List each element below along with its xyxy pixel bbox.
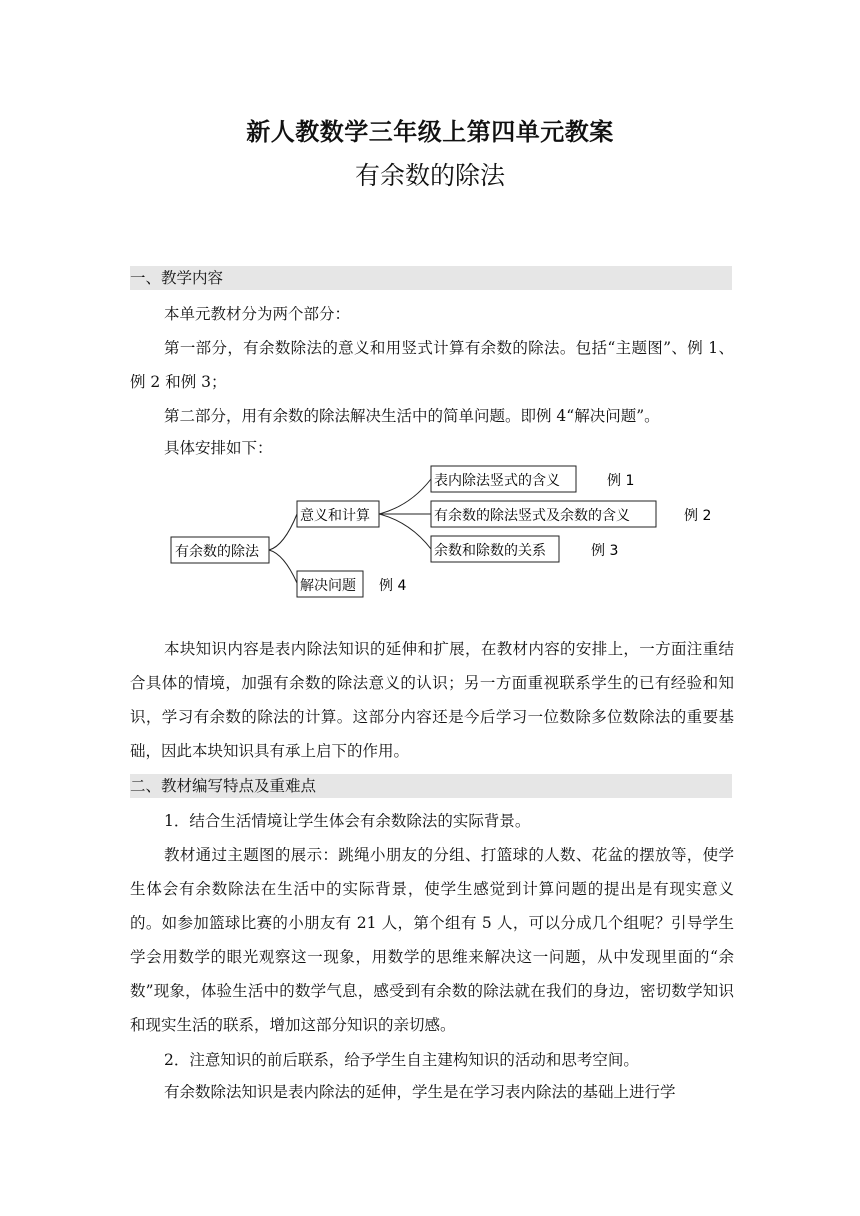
branch1-label: 意义和计算	[300, 508, 370, 524]
structure-diagram	[160, 458, 730, 606]
leaf-1-example: 例 1	[607, 473, 635, 489]
leaf-node-2	[431, 501, 656, 527]
branch2-label: 解决问题	[300, 578, 356, 594]
section1-arrangement: 具体安排如下：	[164, 439, 273, 457]
section-heading-1: 一、教学内容	[130, 266, 732, 290]
connector-root-branch1	[269, 514, 297, 550]
page-title: 新人教数学三年级上第四单元教案	[246, 117, 614, 146]
connector-leaf-1	[379, 479, 431, 514]
section1-part2: 第二部分，用有余数的除法解决生活中的简单问题。即例 4“解决问题”。	[164, 407, 660, 425]
section-heading-2: 二、教材编写特点及重难点	[130, 774, 732, 798]
leaf-3-example: 例 3	[591, 543, 619, 559]
leaf-1-label: 表内除法竖式的含义	[434, 473, 560, 489]
page-subtitle: 有余数的除法	[354, 161, 505, 190]
root-label: 有余数的除法	[175, 544, 259, 560]
section1-intro: 本单元教材分为两个部分：	[164, 305, 351, 323]
root-node	[171, 537, 269, 563]
leaf-3-label: 余数和除数的关系	[434, 543, 546, 559]
section1-paragraph: 本块知识内容是表内除法知识的延伸和扩展，在教材内容的安排上，一方面注重结合具体的情境，加强有余数的除法意义的认识；另一方面重视联系学生的已有经验和知识，学习有余数的除法的计算。这部分内容还是今后学习一位数除多位数除法的重要基础，因此本块知识具有承上启下的作用。	[130, 640, 734, 760]
branch2-example: 例 4	[379, 578, 407, 594]
connector-root-branch2	[269, 550, 297, 583]
leaf-2-example: 例 2	[684, 508, 712, 524]
branch-node-meaning-calc	[297, 501, 379, 527]
connector-leaf-3	[379, 514, 431, 549]
leaf-node-1	[431, 466, 576, 492]
section2-point2: 2．注意知识的前后联系，给予学生自主建构知识的活动和思考空间。	[164, 1051, 639, 1069]
section1-part1: 第一部分，有余数除法的意义和用竖式计算有余数的除法。包括“主题图”、例 1、例 2 和例 3；	[130, 339, 734, 391]
section2-point1: 1．结合生活情境让学生体会有余数除法的实际背景。	[164, 812, 531, 830]
section2-paragraph1: 教材通过主题图的展示：跳绳小朋友的分组、打篮球的人数、花盆的摆放等，使学生体会有余数除法在生活中的实际背景，使学生感觉到计算问题的提出是有现实意义的。如参加篮球比赛的小朋友有 21 人，第个组有 5 人，可以分成几个组呢？引导学生学会用数学的眼光观察这一现象，用数学的思维来解决这一问题，从中发现里面的“余数”现象，体验生活中的数学气息，感受到有余数的除法就在我们的身边，密切数学知识和现实生活的联系，增加这部分知识的亲切感。	[130, 846, 734, 1034]
branch-node-problem-solving	[297, 571, 363, 597]
section2-paragraph2: 有余数除法知识是表内除法的延伸，学生是在学习表内除法的基础上进行学	[164, 1083, 676, 1101]
leaf-node-3	[431, 536, 559, 562]
leaf-2-label: 有余数的除法竖式及余数的含义	[434, 508, 630, 524]
